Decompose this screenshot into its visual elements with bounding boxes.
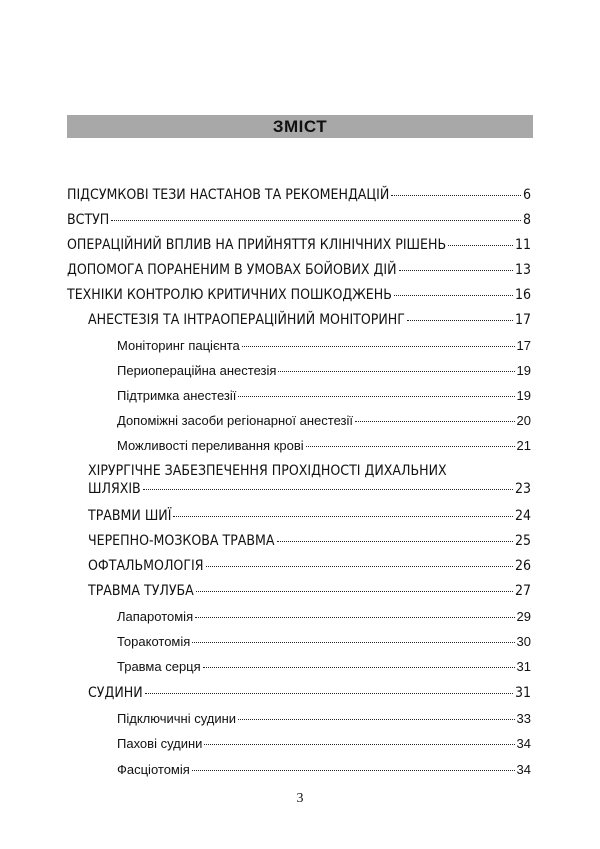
toc-entry-page: 6 — [522, 187, 531, 203]
toc-entry[interactable] — [117, 762, 531, 777]
toc-leader-dots — [407, 320, 513, 321]
toc-leader-dots — [278, 371, 514, 372]
toc-leader-dots — [196, 591, 513, 592]
toc-entry-label: Торакотомія — [117, 634, 191, 649]
toc-entry[interactable] — [117, 609, 531, 624]
toc-entry-page: 26 — [514, 558, 531, 574]
toc-entry[interactable] — [88, 508, 531, 524]
toc-entry-page: 34 — [516, 736, 531, 751]
toc-entry[interactable] — [88, 685, 531, 701]
toc-leader-dots — [238, 719, 514, 720]
toc-entry-label: Периопераційна анестезія — [117, 363, 277, 378]
toc-entry-label: Фасціотомія — [117, 762, 190, 777]
toc-leader-dots — [204, 744, 514, 745]
toc-entry[interactable] — [88, 583, 531, 599]
toc-entry-label: Моніторинг пацієнта — [117, 338, 240, 353]
toc-entry-label: ВСТУП — [67, 212, 110, 228]
toc-entry-page: 25 — [514, 533, 531, 549]
toc-leader-dots — [394, 295, 513, 296]
toc-entry-label: СУДИНИ — [88, 685, 143, 701]
toc-leader-dots — [192, 770, 515, 771]
toc-entry[interactable] — [117, 438, 531, 453]
toc-entry-page: 11 — [514, 237, 531, 253]
toc-entry-page: 20 — [516, 413, 531, 428]
toc-leader-dots — [173, 516, 513, 517]
toc-entry-label: ОПЕРАЦІЙНИЙ ВПЛИВ НА ПРИЙНЯТТЯ КЛІНІЧНИХ РІШЕНЬ — [67, 237, 447, 253]
toc-entry-label: АНЕСТЕЗІЯ ТА ІНТРАОПЕРАЦІЙНИЙ МОНІТОРИНГ — [88, 312, 405, 328]
toc-leader-dots — [242, 346, 515, 347]
toc-entry-two-line[interactable] — [88, 462, 531, 498]
toc-entry[interactable] — [88, 533, 531, 549]
toc-entry-label: Можливості переливання крові — [117, 438, 304, 453]
toc-entry-page: 30 — [516, 634, 531, 649]
toc-entry-label: Пахові судини — [117, 736, 203, 751]
toc-leader-dots — [192, 642, 514, 643]
toc-leader-dots — [143, 489, 513, 490]
toc-entry[interactable] — [117, 736, 531, 751]
toc-entry-label: Підтримка анестезії — [117, 388, 237, 403]
toc-entry-page: 17 — [514, 312, 531, 328]
toc-entry[interactable] — [117, 363, 531, 378]
toc-leader-dots — [306, 446, 515, 447]
toc-entry-label: Травма серця — [117, 659, 201, 674]
toc-entry[interactable] — [67, 237, 531, 253]
toc-entry-page: 31 — [514, 685, 531, 701]
toc-entry-label: ЧЕРЕПНО-МОЗКОВА ТРАВМА — [88, 533, 275, 549]
toc-entry-label: ПІДСУМКОВІ ТЕЗИ НАСТАНОВ ТА РЕКОМЕНДАЦІЙ — [67, 187, 390, 203]
toc-leader-dots — [391, 195, 521, 196]
toc-leader-dots — [145, 693, 513, 694]
toc-leader-dots — [206, 566, 513, 567]
toc-entry[interactable] — [117, 659, 531, 674]
toc-entry-page: 24 — [514, 508, 531, 524]
toc-entry-page: 8 — [522, 212, 531, 228]
toc-entry-label: ТРАВМА ТУЛУБА — [88, 583, 194, 599]
contents-title-bar — [67, 115, 533, 138]
toc-leader-dots — [195, 617, 514, 618]
toc-entry-page: 34 — [516, 762, 531, 777]
toc-entry-page: 21 — [516, 438, 531, 453]
contents-title: ЗМІСТ — [272, 116, 328, 136]
toc-leader-dots — [238, 396, 514, 397]
toc-entry-label: Підключичні судини — [117, 711, 237, 726]
toc-entry-page: 19 — [516, 363, 531, 378]
toc-leader-dots — [448, 245, 513, 246]
toc-entry-page: 27 — [514, 583, 531, 599]
toc-leader-dots — [203, 667, 515, 668]
toc-entry-label: ДОПОМОГА ПОРАНЕНИМ В УМОВАХ БОЙОВИХ ДІЙ — [67, 262, 397, 278]
toc-entry-label: Лапаротомія — [117, 609, 194, 624]
toc-leader-dots — [277, 541, 513, 542]
toc-entry-label: ОФТАЛЬМОЛОГІЯ — [88, 558, 204, 574]
toc-entry-label: ТЕХНІКИ КОНТРОЛЮ КРИТИЧНИХ ПОШКОДЖЕНЬ — [67, 287, 392, 303]
toc-entry[interactable] — [117, 413, 531, 428]
toc-entry[interactable] — [67, 212, 531, 228]
toc-entry-page: 19 — [516, 388, 531, 403]
toc-entry-label-line2: ШЛЯХІВ — [88, 481, 141, 497]
toc-entry-page: 29 — [516, 609, 531, 624]
toc-entry[interactable] — [88, 312, 531, 328]
toc-entry[interactable] — [67, 187, 531, 203]
toc-leader-dots — [399, 270, 513, 271]
toc-entry-label: Допоміжні засоби регіонарної анестезії — [117, 413, 353, 428]
toc-entry[interactable] — [117, 634, 531, 649]
toc-entry[interactable] — [117, 338, 531, 353]
toc-entry-label: ХІРУРГІЧНЕ ЗАБЕЗПЕЧЕННЯ ПРОХІДНОСТІ ДИХАЛЬНИХ — [88, 463, 447, 479]
toc-entry-page: 31 — [516, 659, 531, 674]
toc-entry-page: 17 — [516, 338, 531, 353]
toc-entry[interactable] — [88, 558, 531, 574]
toc-entry[interactable] — [117, 711, 531, 726]
toc-entry[interactable] — [67, 262, 531, 278]
toc-entry-page: 16 — [514, 287, 531, 303]
toc-entry[interactable] — [67, 287, 531, 303]
toc-entry-page: 23 — [514, 481, 531, 497]
toc-entry-label: ТРАВМИ ШИЇ — [88, 508, 172, 524]
toc-leader-dots — [355, 421, 515, 422]
toc-entry[interactable] — [117, 388, 531, 403]
page-number: 3 — [296, 791, 304, 806]
toc-leader-dots — [111, 220, 521, 221]
toc-entry-page: 13 — [514, 262, 531, 278]
toc-entry-page: 33 — [516, 711, 531, 726]
